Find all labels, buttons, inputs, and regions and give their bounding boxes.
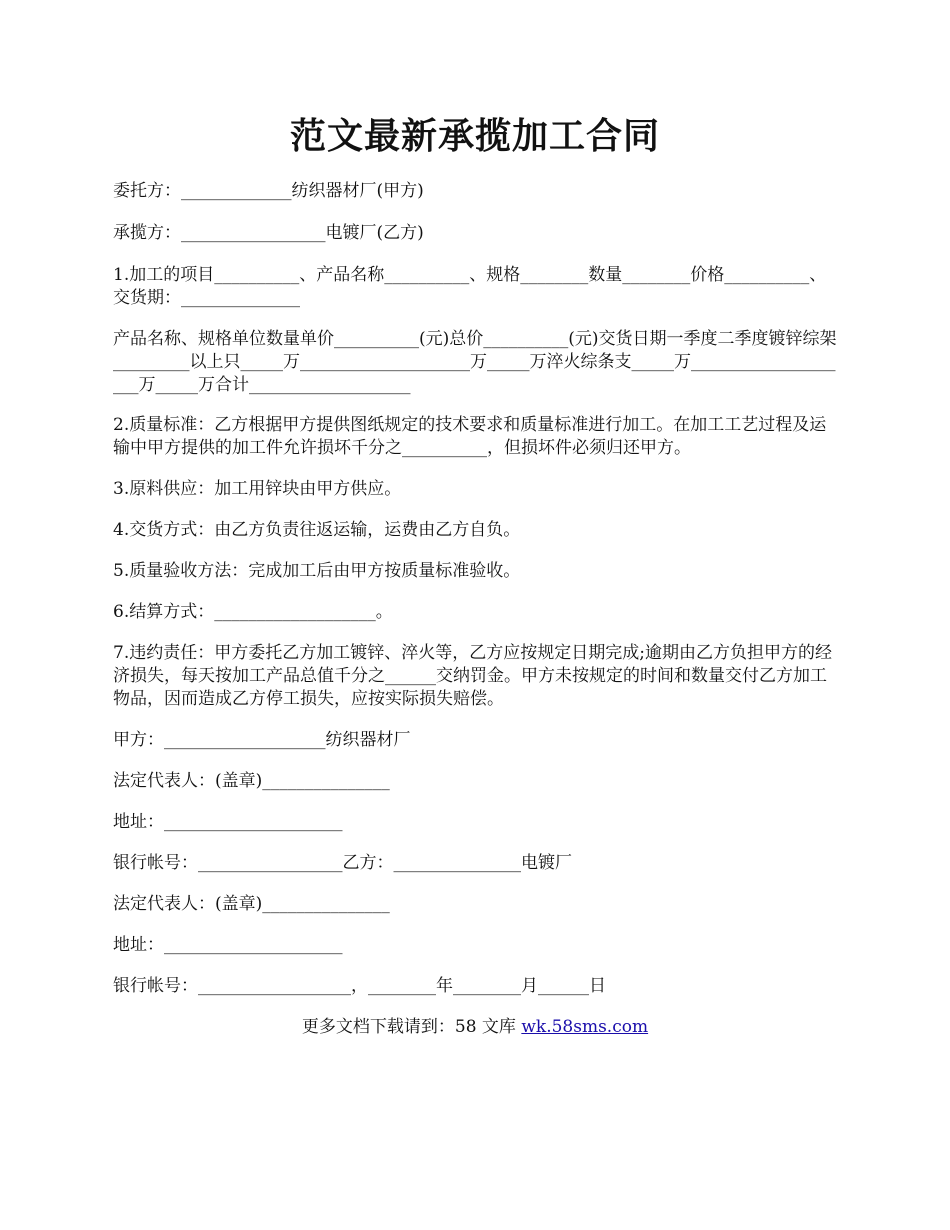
- paragraph-item-2: 2.质量标准：乙方根据甲方提供图纸规定的技术要求和质量标准进行加工。在加工工艺过程及运输中甲方提供的加工件允许损坏千分之__________，但损坏件必须归还甲方。: [113, 415, 827, 458]
- paragraph-client: 委托方：_____________纺织器材厂(甲方): [113, 181, 424, 201]
- signature-bank-date: 银行帐号：__________________，________年________月______日: [113, 976, 606, 996]
- paragraph-item-3: 3.原料供应：加工用锌块由甲方供应。: [113, 479, 402, 499]
- paragraph-product-table: 产品名称、规格单位数量单价__________(元)总价__________(元)交货日期一季度二季度镀锌综架_________以上只_____万____________________万_____万淬火综条支_____万____________________万_____万合计___________________: [113, 329, 837, 395]
- signature-address-b: 地址：_____________________: [113, 935, 343, 955]
- paragraph-contractor: 承揽方：_________________电镀厂(乙方): [113, 223, 424, 243]
- paragraph-item-5: 5.质量验收方法：完成加工后由甲方按质量标准验收。: [113, 561, 521, 581]
- footer-link[interactable]: wk.58sms.com: [521, 1017, 649, 1037]
- paragraph-item-7: 7.违约责任：甲方委托乙方加工镀锌、淬火等，乙方应按规定日期完成;逾期由乙方负担甲方的经济损失，每天按加工产品总值千分之______交纳罚金。甲方未按规定的时间和数量交付乙方加工物品，因而造成乙方停工损失，应按实际损失赔偿。: [113, 643, 832, 709]
- signature-address-a: 地址：_____________________: [113, 812, 343, 832]
- signature-legal-rep-b: 法定代表人：(盖章)_______________: [113, 894, 390, 914]
- footer: [0, 1016, 950, 1039]
- paragraph-item-6: 6.结算方式：___________________。: [113, 602, 393, 622]
- signature-party-a: 甲方：___________________纺织器材厂: [113, 730, 411, 750]
- footer-text: 更多文档下载请到：58 文库: [301, 1017, 522, 1037]
- paragraph-item-4: 4.交货方式：由乙方负责往返运输，运费由乙方自负。: [113, 520, 521, 540]
- signature-bank-a: 银行帐号：_________________乙方：_______________电镀厂: [113, 853, 572, 873]
- document-title: 范文最新承揽加工合同: [289, 115, 660, 157]
- paragraph-item-1: 1.加工的项目__________、产品名称__________、规格________数量________价格__________、交货期：______________: [113, 265, 827, 308]
- signature-legal-rep-a: 法定代表人：(盖章)_______________: [113, 771, 390, 791]
